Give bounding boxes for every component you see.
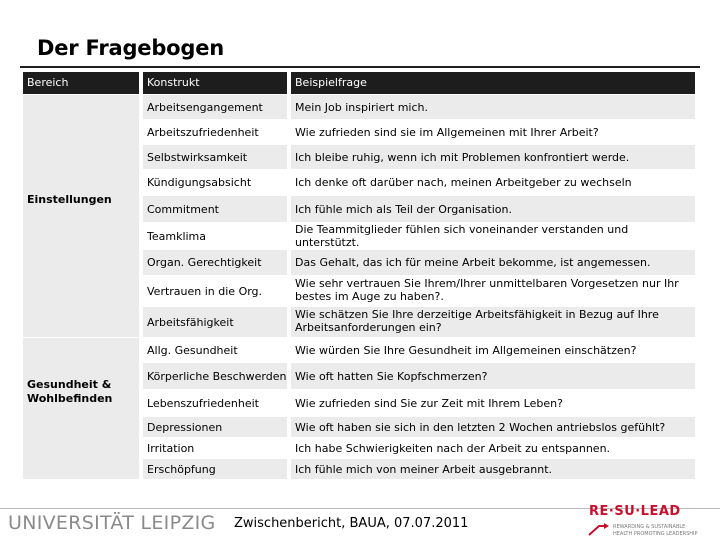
- resulead-logo-text: RE·SU·LEAD: [589, 504, 681, 519]
- frage-cell: Wie schätzen Sie Ihre derzeitige Arbeitsfähigkeit in Bezug auf Ihre Arbeitsanforderungen ein?: [291, 307, 695, 337]
- table-row: [143, 276, 695, 306]
- group-gesundheit: [23, 338, 139, 479]
- frage-cell: Das Gehalt, das ich für meine Arbeit bekomme, ist angemessen.: [291, 250, 695, 275]
- konstrukt-cell: Körperliche Beschwerden: [143, 363, 287, 389]
- konstrukt-cell: Erschöpfung: [143, 459, 287, 479]
- resulead-logo-subtitle-2: HEALTH PROMOTING LEADERSHIP: [613, 531, 698, 537]
- resulead-logo: [583, 502, 715, 540]
- konstrukt-cell: Organ. Gerechtigkeit: [143, 250, 287, 275]
- frage-cell: Die Teammitglieder fühlen sich voneinander verstanden und unterstützt.: [295, 223, 629, 249]
- frage-cell: Ich fühle mich als Teil der Organisation.: [291, 196, 695, 222]
- table-row: [143, 120, 695, 144]
- table-row: [143, 307, 695, 337]
- group-label-einstellungen: Einstellungen: [27, 193, 112, 206]
- frage-cell: Wie oft hatten Sie Kopfschmerzen?: [291, 363, 695, 389]
- frage-cell: Wie sehr vertrauen Sie Ihrem/Ihrer unmittelbaren Vorgesetzen nur Ihr bestes im Auge zu haben?.: [295, 277, 679, 303]
- table-row: [143, 390, 695, 416]
- frage-cell: Ich fühle mich von meiner Arbeit ausgebrannt.: [291, 459, 695, 479]
- konstrukt-cell: Vertrauen in die Org.: [147, 284, 263, 298]
- table-row: [143, 196, 695, 222]
- university-logo: UNIVERSITÄT LEIPZIG: [8, 512, 216, 534]
- header-beispielfrage: Beispielfrage: [291, 72, 695, 94]
- konstrukt-cell: Selbstwirksamkeit: [143, 145, 287, 169]
- group-einstellungen: [23, 95, 139, 337]
- logo-arrow-icon: [587, 523, 611, 537]
- konstrukt-cell: Allg. Gesundheit: [147, 343, 238, 357]
- table-row: [143, 170, 695, 195]
- frage-cell: Wie zufrieden sind sie im Allgemeinen mit Ihrer Arbeit?: [295, 125, 599, 139]
- header-bereich: Bereich: [23, 72, 139, 94]
- resulead-logo-subtitle: REWARDING & SUSTAINABLE: [613, 524, 686, 530]
- page-title: Der Fragebogen: [37, 36, 225, 60]
- frage-cell: Wie würden Sie Ihre Gesundheit im Allgemeinen einschätzen?: [295, 343, 637, 357]
- konstrukt-cell: Lebenszufriedenheit: [147, 396, 259, 410]
- header-konstrukt: Konstrukt: [143, 72, 287, 94]
- frage-cell: Wie zufrieden sind Sie zur Zeit mit Ihrem Leben?: [295, 396, 563, 410]
- konstrukt-cell: Irritation: [147, 441, 195, 455]
- table-row: [143, 363, 695, 389]
- table-row: [143, 223, 695, 249]
- konstrukt-cell: Arbeitszufriedenheit: [147, 125, 259, 139]
- footer-text: Zwischenbericht, BAUA, 07.07.2011: [234, 516, 469, 531]
- konstrukt-cell: Arbeitsfähigkeit: [143, 307, 287, 337]
- table-row: [143, 438, 695, 458]
- konstrukt-cell: Teamklima: [147, 229, 207, 243]
- title-divider: [20, 66, 700, 68]
- table-row: [143, 459, 695, 479]
- table-row: [143, 95, 695, 119]
- frage-cell: Mein Job inspiriert mich.: [291, 95, 695, 119]
- table-row: [143, 338, 695, 362]
- frage-cell: Ich denke oft darüber nach, meinen Arbeitgeber zu wechseln: [295, 176, 632, 189]
- table-row: [143, 145, 695, 169]
- frage-cell: Wie oft haben sie sich in den letzten 2 Wochen antriebslos gefühlt?: [291, 417, 695, 437]
- table-row: [143, 417, 695, 437]
- frage-cell: Ich habe Schwierigkeiten nach der Arbeit zu entspannen.: [295, 441, 611, 455]
- konstrukt-cell: Kündigungsabsicht: [147, 176, 252, 189]
- konstrukt-cell: Depressionen: [143, 417, 287, 437]
- group-label-gesundheit: Gesundheit & Wohlbefinden: [27, 378, 113, 405]
- table-row: [143, 250, 695, 275]
- konstrukt-cell: Commitment: [143, 196, 287, 222]
- konstrukt-cell: Arbeitsengangement: [143, 95, 287, 119]
- frage-cell: Ich bleibe ruhig, wenn ich mit Problemen konfrontiert werde.: [291, 145, 695, 169]
